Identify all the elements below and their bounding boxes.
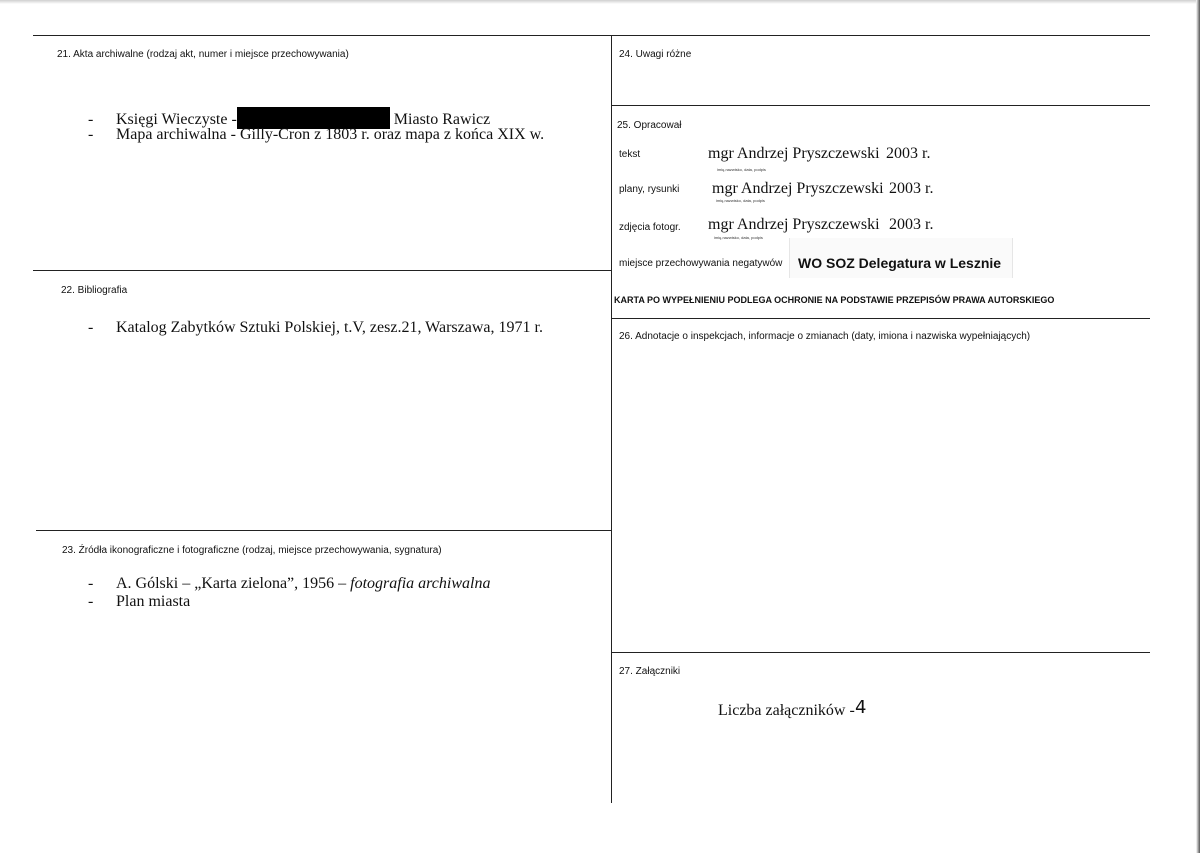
bullet-dash: - (88, 126, 94, 143)
divider-22-23 (36, 530, 611, 531)
scan-top-edge (0, 0, 1200, 4)
storage-label: miejsce przechowywania negatywów (619, 258, 783, 269)
row-text-hint: imię,nazwisko, data, podpis (717, 167, 766, 172)
photo-source-text: A. Gólski – „Karta zielona”, 1956 – (116, 575, 347, 592)
divider-25-26 (611, 318, 1150, 319)
row-photos-year: 2003 r. (889, 216, 934, 233)
bullet-dash: - (88, 593, 94, 610)
scan-right-edge (1196, 0, 1200, 853)
row-drawings-year: 2003 r. (889, 180, 934, 197)
section-27-label: 27. Załączniki (619, 666, 681, 677)
row-drawings-label: plany, rysunki (619, 184, 680, 195)
center-divider-line (611, 35, 612, 803)
row-text-label: tekst (619, 149, 641, 160)
row-text-author: mgr Andrzej Pryszczewski (708, 145, 880, 162)
bullet-dash: - (88, 575, 94, 592)
section-23-label: 23. Źródła ikonograficzne i fotograficzne (rodzaj, miejsce przechowywania, sygnatura) (62, 545, 442, 556)
archival-map-text: Mapa archiwalna - Gilly-Cron z 1803 r. oraz mapa z końca XIX w. (116, 126, 545, 143)
storage-value: WO SOZ Delegatura w Lesznie (798, 255, 1002, 271)
copyright-note: KARTA PO WYPEŁNIENIU PODLEGA OCHRONIE NA PODSTAWIE PRZEPISÓW PRAWA AUTORSKIEGO (614, 295, 1055, 305)
town-name: Miasto Rawicz (393, 111, 491, 128)
row-text-year: 2003 r. (886, 145, 931, 162)
row-photos-label: zdjęcia fotogr. (619, 222, 681, 233)
attachments-label: Liczba załączników - (718, 702, 855, 719)
row-photos-hint: imię,nazwisko, data, podpis (714, 235, 763, 240)
city-plan-text: Plan miasta (116, 593, 191, 610)
divider-24-25 (611, 105, 1150, 106)
land-register-text: Księgi Wieczyste - (116, 111, 237, 128)
bullet-dash: - (88, 319, 94, 336)
section-21-label: 21. Akta archiwalne (rodzaj akt, numer i miejsce przechowywania) (57, 49, 349, 60)
section-22-item-1 (88, 319, 543, 337)
photo-source-italic: fotografia archiwalna (350, 575, 491, 592)
bullet-dash: - (88, 111, 94, 128)
row-drawings-author: mgr Andrzej Pryszczewski (712, 180, 884, 197)
section-23-item-2 (88, 593, 190, 611)
divider-26-27 (611, 652, 1150, 653)
top-border-line (33, 35, 1150, 36)
divider-21-22 (33, 270, 611, 271)
section-24-label: 24. Uwagi różne (619, 49, 692, 60)
bibliography-text: Katalog Zabytków Sztuki Polskiej, t.V, zesz.21, Warszawa, 1971 r. (116, 319, 543, 336)
section-22-label: 22. Bibliografia (61, 285, 128, 296)
row-drawings-hint: imię,nazwisko, data, podpis (716, 198, 765, 203)
section-21-item-2 (88, 126, 544, 144)
section-25-label: 25. Opracował (617, 120, 682, 131)
section-23-item-1 (88, 575, 490, 593)
section-26-label: 26. Adnotacje o inspekcjach, informacje o zmianach (daty, imiona i nazwiska wypełniających) (619, 331, 1031, 342)
storage-stamp (789, 238, 1013, 278)
row-photos-author: mgr Andrzej Pryszczewski (708, 216, 880, 233)
attachments-count-handwritten: 4 (855, 697, 867, 718)
